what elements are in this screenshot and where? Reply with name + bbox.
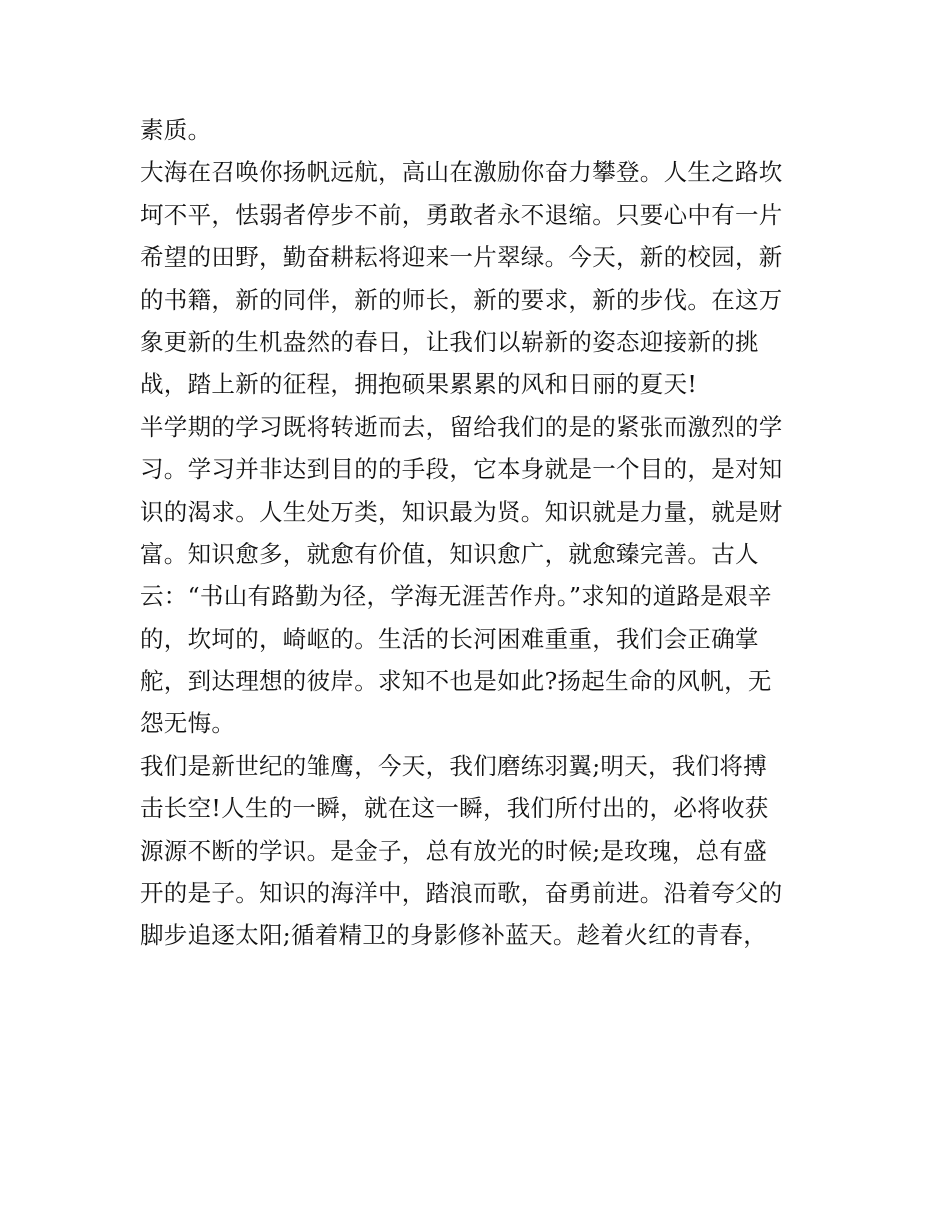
- text-line: 我们是新世纪的雏鹰，今天，我们磨练羽翼;明天，我们将搏: [140, 751, 768, 780]
- text-line: 开的是子。知识的海洋中，踏浪而歌，奋勇前进。沿着夸父的: [140, 879, 783, 908]
- text-line: 战，踏上新的征程，拥抱硕果累累的风和日丽的夏天!: [140, 370, 698, 399]
- text-line: 习。学习并非达到目的的手段，它本身就是一个目的，是对知: [140, 455, 783, 484]
- text-line: 大海在召唤你扬帆远航，高山在激励你奋力攀登。人生之路坎: [140, 158, 783, 187]
- text-line: 击长空!人生的一瞬，就在这一瞬，我们所付出的，必将收获: [140, 794, 769, 823]
- text-line: 半学期的学习既将转逝而去，留给我们的是的紧张而激烈的学: [140, 412, 783, 441]
- text-line: 云：“书山有路勤为径，学海无涯苦作舟。”求知的道路是艰辛: [140, 582, 772, 611]
- text-line: 富。知识愈多，就愈有价值，知识愈广，就愈臻完善。古人: [140, 539, 759, 568]
- text-line: 素质。: [140, 116, 212, 144]
- text-line: 怨无悔。: [140, 709, 236, 738]
- text-line: 识的渴求。人生处万类，知识最为贤。知识就是力量，就是财: [140, 497, 783, 526]
- text-line: 的，坎坷的，崎岖的。生活的长河困难重重，我们会正确掌: [140, 624, 759, 653]
- text-line: 源源不断的学识。是金子，总有放光的时候;是玫瑰，总有盛: [140, 836, 768, 865]
- text-line: 坷不平，怯弱者停步不前，勇敢者永不退缩。只要心中有一片: [140, 200, 783, 229]
- text-line: 希望的田野，勤奋耕耘将迎来一片翠绿。今天，新的校园，新: [140, 243, 783, 272]
- text-line: 象更新的生机盎然的春日，让我们以崭新的姿态迎接新的挑: [140, 327, 759, 356]
- text-line: 舵，到达理想的彼岸。求知不也是如此?扬起生命的风帆，无: [140, 667, 772, 696]
- text-line: 脚步追逐太阳;循着精卫的身影修补蓝天。趁着火红的青春，: [140, 921, 768, 950]
- text-line: 的书籍，新的同伴，新的师长，新的要求，新的步伐。在这万: [140, 285, 783, 314]
- document-body-text: [140, 109, 830, 957]
